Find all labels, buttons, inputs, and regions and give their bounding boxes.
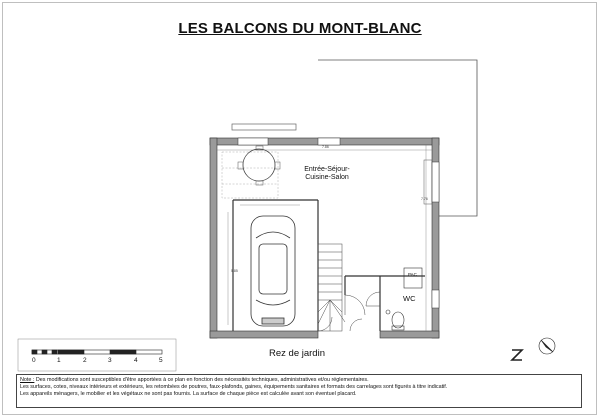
room-label-wc: WC	[403, 294, 416, 303]
level-label: Rez de jardin	[269, 348, 325, 359]
document-title: LES BALCONS DU MONT-BLANC	[178, 20, 422, 37]
scale-tick-5: 5	[159, 357, 163, 364]
scale-tick-0: 0	[32, 357, 36, 364]
dimension-depth-left: 5.85	[231, 269, 238, 273]
scale-frame	[18, 339, 176, 371]
notes-line-2: Les surfaces, cotes, niveaux intérieurs et extérieurs, les retombées de poutres, faux-plafonds, gaines, équipements sanitaires et formats des carrelages sont figurés à titre indicatif.	[20, 384, 448, 390]
scale-bar	[32, 350, 162, 354]
scale-tick-3: 3	[108, 357, 112, 364]
car-outline	[251, 216, 295, 326]
scale-tick-1: 1	[57, 357, 61, 364]
room-label-main: Entrée-Séjour- Cuisine-Salon	[304, 166, 350, 181]
door-swings	[318, 292, 380, 331]
balcony-strip	[232, 124, 296, 130]
staircase	[318, 244, 345, 331]
notes-line-3: Les appareils ménagers, le mobilier et les végétaux ne sont pas fournis. La surface de chaque pièce est calculée avant son éventuel placard.	[20, 391, 357, 397]
round-table	[243, 149, 275, 181]
interior-walls	[233, 200, 425, 331]
compass-icon	[512, 338, 555, 360]
wc-box-label: PAC	[408, 272, 417, 277]
legal-notes	[16, 374, 582, 408]
notes-line-1: Note : Des modifications sont susceptibles d'être apportées à ce plan en fonction des nécessités techniques, administratives et/ou réglementaires.	[20, 377, 369, 383]
dimension-width-top: 7.86	[322, 145, 329, 149]
scale-tick-4: 4	[134, 357, 138, 364]
hatched-zone	[222, 152, 278, 198]
scale-tick-2: 2	[83, 357, 87, 364]
dimension-depth-right: 7.76	[421, 197, 428, 201]
